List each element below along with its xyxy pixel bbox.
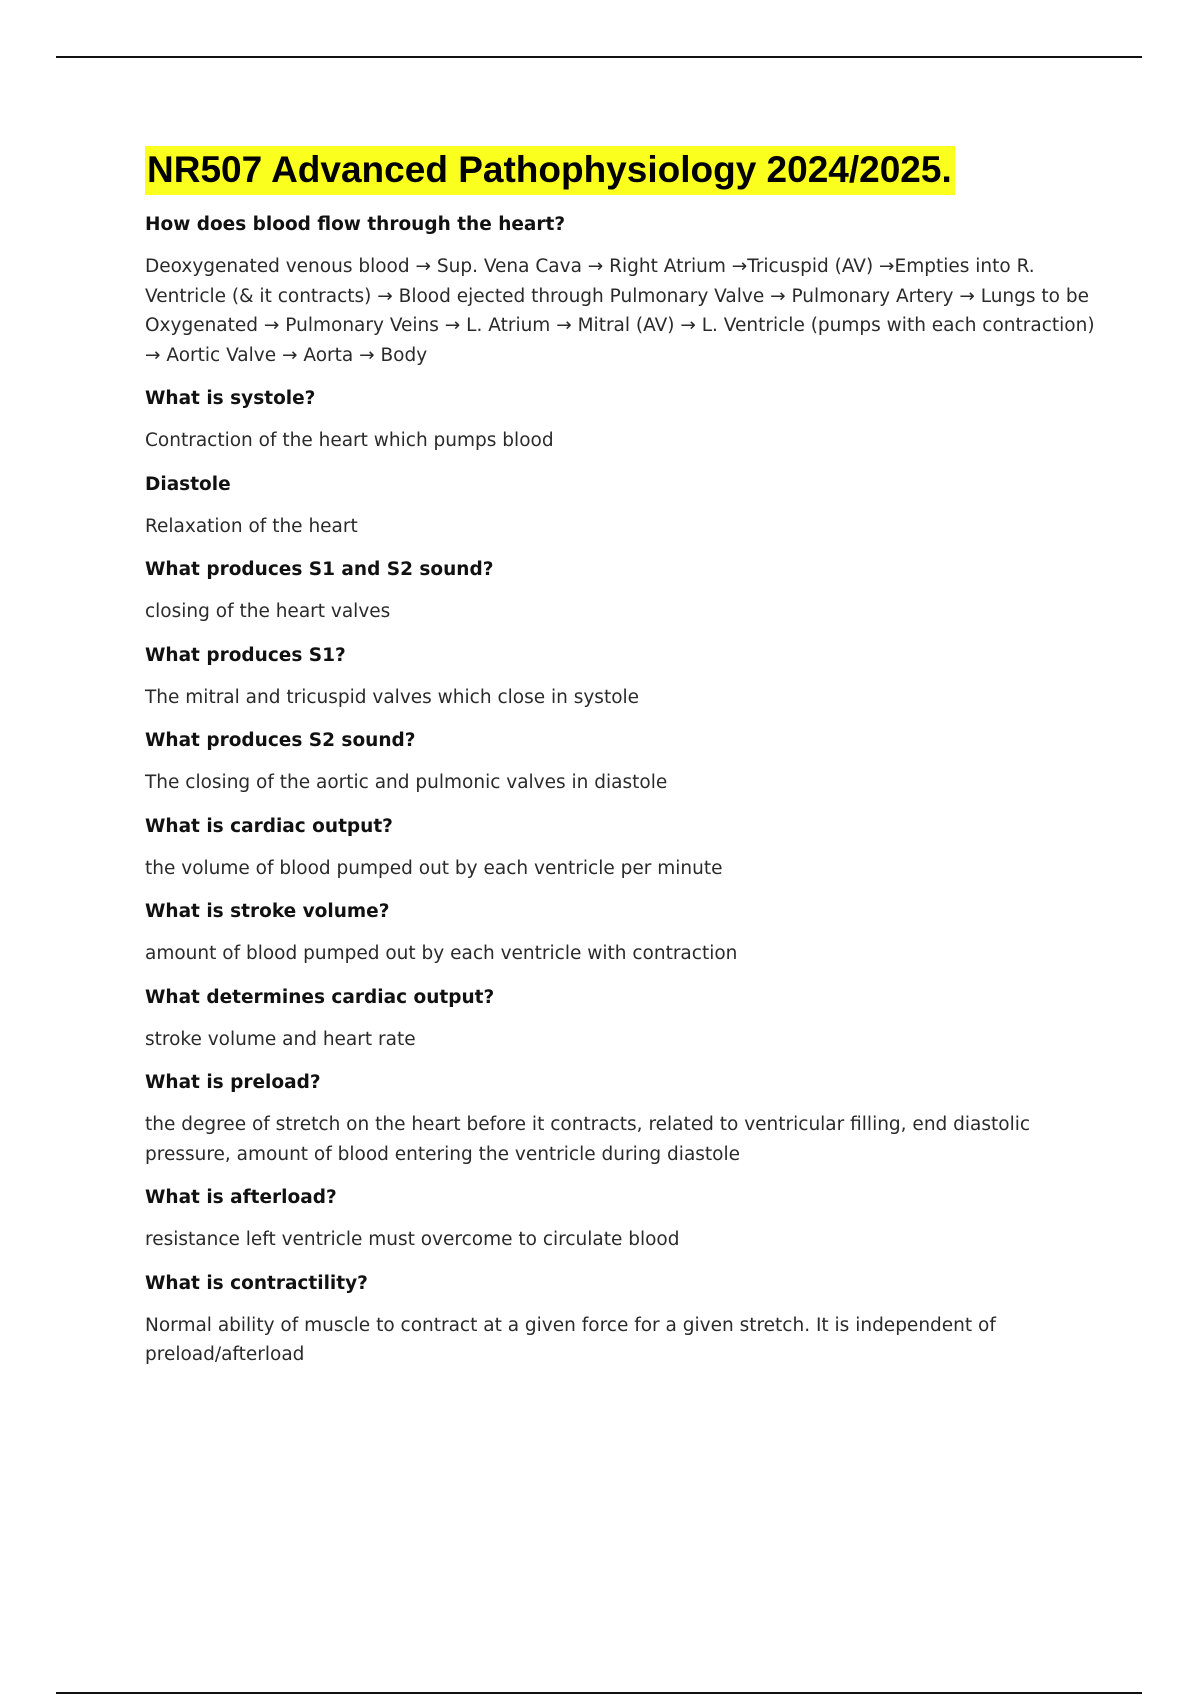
answer: amount of blood pumped out by each ventricle with contraction — [145, 943, 738, 964]
answer: closing of the heart valves — [145, 601, 391, 622]
answer: the degree of stretch on the heart before it contracts, related to ventricular filling, end diastolic pressure, amount of blood entering the ventricle during diastole — [145, 1114, 1031, 1165]
qa-item — [145, 897, 1095, 969]
question: What is preload? — [145, 1072, 321, 1093]
question: What determines cardiac output? — [145, 986, 495, 1008]
qa-item — [145, 1269, 1095, 1370]
question: What is afterload? — [145, 1187, 337, 1208]
question: Diastole — [145, 473, 231, 495]
answer: the volume of blood pumped out by each ventricle per minute — [145, 857, 723, 879]
qa-item — [145, 555, 1095, 627]
question: What is cardiac output? — [145, 815, 393, 837]
question: What produces S1 and S2 sound? — [145, 559, 494, 580]
question: How does blood flow through the heart? — [145, 214, 566, 235]
answer: Normal ability of muscle to contract at a given force for a given stretch. It is independent of preload/afterload — [145, 1314, 996, 1365]
question: What is stroke volume? — [145, 901, 390, 922]
answer: resistance left ventricle must overcome to circulate blood — [145, 1229, 680, 1250]
top-rule — [56, 56, 1142, 58]
answer: Deoxygenated venous blood → Sup. Vena Cava → Right Atrium →Tricuspid (AV) →Empties into R. Ventricle (& it contracts) → Blood ejected through Pulmonary Valve → Pulmonary Artery → Lungs to be Oxygenated → Pulmonary Veins → L. Atrium → Mitral (AV) → L. Ventricle (pumps with each contraction) → Aortic Valve → Aorta → Body — [145, 256, 1095, 366]
document-body — [145, 146, 1095, 1384]
qa-item — [145, 726, 1095, 798]
question: What is contractility? — [145, 1272, 368, 1294]
answer: Contraction of the heart which pumps blood — [145, 430, 554, 451]
answer: The closing of the aortic and pulmonic valves in diastole — [145, 772, 668, 793]
qa-item — [145, 210, 1095, 370]
bottom-rule — [56, 1692, 1142, 1694]
qa-item — [145, 470, 1095, 542]
answer: The mitral and tricuspid valves which close in systole — [145, 686, 640, 708]
qa-item — [145, 1068, 1095, 1169]
answer: Relaxation of the heart — [145, 515, 358, 537]
qa-item — [145, 384, 1095, 456]
qa-item — [145, 983, 1095, 1055]
question: What produces S1? — [145, 644, 346, 666]
document-title: NR507 Advanced Pathophysiology 2024/2025. — [145, 146, 955, 195]
qa-item — [145, 641, 1095, 713]
qa-item — [145, 812, 1095, 884]
question: What produces S2 sound? — [145, 730, 416, 751]
answer: stroke volume and heart rate — [145, 1028, 416, 1050]
qa-item — [145, 1183, 1095, 1255]
question: What is systole? — [145, 388, 316, 409]
